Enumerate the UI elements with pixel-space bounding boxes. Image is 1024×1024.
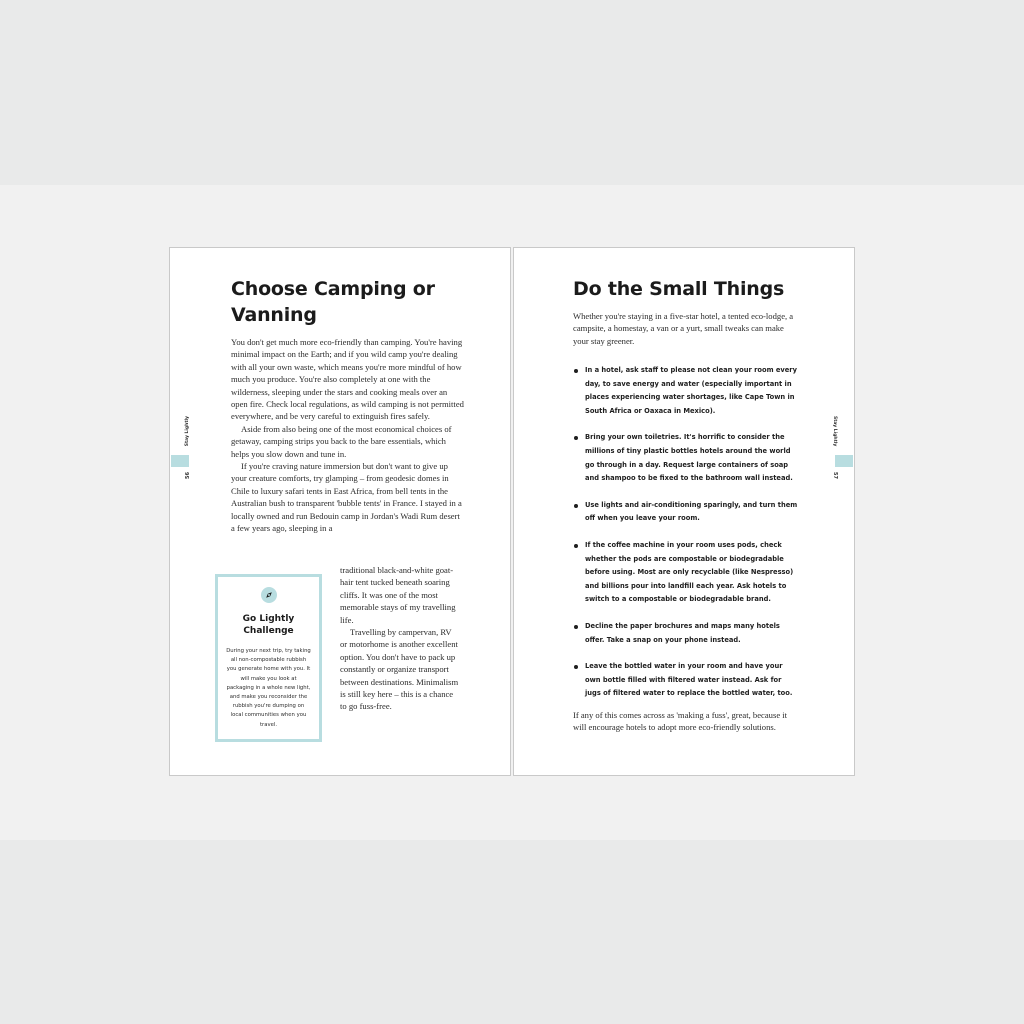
running-head: Stay Lightly: [832, 416, 837, 447]
page-number: 56: [185, 472, 191, 479]
bullet-dot: [574, 544, 578, 548]
intro-paragraph: Whether you're staying in a five-star hotel, a tented eco-lodge, a campsite, a homestay, a van or a yurt, small tweaks can make your stay greener.: [573, 311, 794, 346]
bullet-dot: [574, 504, 578, 508]
section-tab: [171, 455, 189, 467]
list-item-text: If the coffee machine in your room uses pods, check whether the pods are compostable or biodegradable before using. Most are only recyclable (like Nespresso) and billions pour into landfill each year. Ask hotels to switch to a compostable or biodegradable brand.: [585, 540, 794, 604]
bullet-dot: [574, 369, 578, 373]
paragraph: You don't get much more eco-friendly than camping. You're having minimal impact on the Earth; and if you wild camp you're dealing with all your own waste, which means you're more mindful of how much you produce. You're also completely at one with the wilderness, sleeping under the stars and cooking meals over an open fire. Check local regulations, as wild camping is not permitted everywhere, and be very careful to extinguish fires safely.: [231, 337, 464, 422]
backdrop-band: [0, 185, 1024, 840]
bullet-dot: [574, 436, 578, 440]
challenge-box: [215, 574, 322, 742]
body-text-top: [231, 336, 464, 535]
list-item: [573, 431, 799, 485]
bullet-dot: [574, 625, 578, 629]
left-page: [170, 248, 510, 775]
list-item-text: Leave the bottled water in your room and have your own bottle filled with filtered water instead. Ask for jugs of filtered water to replace the bottled water, too.: [585, 662, 793, 698]
closing-paragraph: If any of this comes across as 'making a fuss', great, because it will encourage hotels to adopt more eco-friendly solutions.: [573, 710, 788, 733]
running-head: Stay Lightly: [185, 416, 190, 447]
list-item-text: Use lights and air-conditioning sparingly, and turn them off when you leave your room.: [585, 500, 798, 523]
page-heading: Choose Camping or Vanning: [231, 278, 435, 326]
list-item: [573, 539, 799, 607]
list-item-text: Bring your own toiletries. It's horrific to consider the millions of tiny plastic bottles hotels around the world go through in a day. Request large containers of soap and shampoo to be fixed to the bathroom wall instead.: [585, 433, 793, 483]
page-heading: Do the Small Things: [573, 278, 785, 300]
paragraph: Aside from also being one of the most economical choices of getaway, camping strips you back to the bare essentials, which helps you slow down and tune in.: [231, 423, 452, 459]
bullet-dot: [574, 665, 578, 669]
challenge-text: During your next trip, try taking all non-compostable rubbish you generate home with you. It will make you look at packaging in a whole new light, and make you reconsider the rubbish you're dumping on local communities when you travel.: [226, 648, 311, 728]
page-number: 57: [832, 472, 838, 479]
tips-list: [573, 364, 799, 701]
right-page: [514, 248, 854, 775]
list-item: [573, 364, 799, 418]
challenge-title: Go Lightly Challenge: [242, 614, 295, 636]
list-item: [573, 620, 799, 647]
paragraph: Travelling by campervan, RV or motorhome is another excellent option. You don't have to pack up constantly or organize transport between destinations. Minimalism is still key here – this is a chance to go fuss-free.: [340, 627, 459, 712]
list-item: [573, 499, 799, 526]
list-item-text: Decline the paper brochures and maps many hotels offer. Take a snap on your phone instead.: [585, 621, 780, 644]
body-text-side: [340, 564, 460, 713]
paragraph: traditional black-and-white goat-hair tent tucked beneath soaring cliffs. It was one of the most memorable stays of my travelling life.: [340, 565, 456, 625]
list-item-text: In a hotel, ask staff to please not clean your room every day, to save energy and water (especially important in places experiencing water shortages, like Cape Town in South Africa or Oaxaca in Mexico).: [585, 366, 797, 415]
compass-icon: [261, 587, 277, 603]
paragraph: If you're craving nature immersion but don't want to give up your creature comforts, try glamping – from geodesic domes in Chile to luxury safari tents in East Africa, from bell tents in the Australian bush to transparent 'bubble tents' in France. I stayed in a locally owned and run Bedouin camp in Jordan's Wadi Rum desert a few years ago, sleeping in a: [231, 461, 462, 534]
list-item: [573, 660, 799, 701]
section-tab: [835, 455, 853, 467]
